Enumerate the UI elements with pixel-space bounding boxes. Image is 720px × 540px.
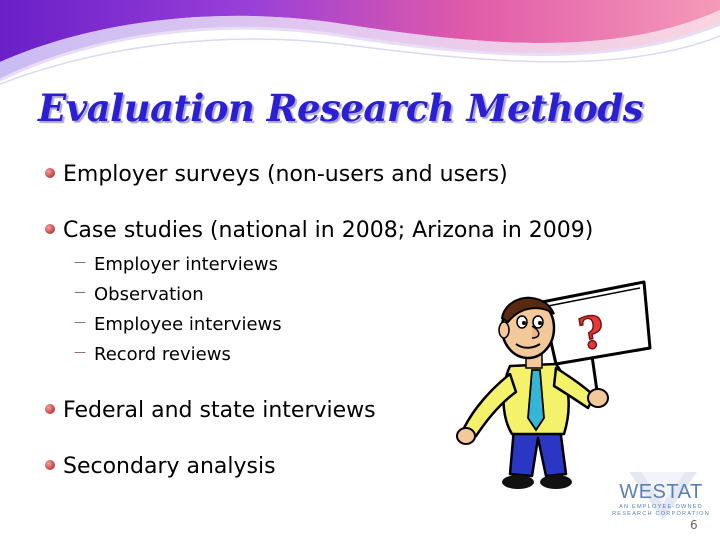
sub-bullet-item: [74, 286, 204, 304]
sub-bullet-text: Employee interviews: [94, 314, 282, 335]
dash-icon: —: [74, 345, 86, 359]
logo-wordmark: WESTAT: [619, 481, 703, 503]
page-number: 6: [690, 518, 698, 532]
sub-bullet-text: Observation: [94, 284, 204, 305]
westat-logo: [605, 472, 717, 522]
question-mark-glyph: ?: [574, 306, 609, 361]
sub-bullet-item: [74, 346, 231, 364]
round-bullet-icon: [45, 224, 55, 234]
sub-bullet-item: [74, 256, 278, 274]
logo-tagline-line-1: AN EMPLOYEE-OWNED: [619, 504, 703, 510]
slide-title: Evaluation Research Methods: [38, 86, 644, 130]
round-bullet-icon: [45, 460, 55, 470]
dash-icon: —: [74, 255, 86, 269]
bullet-item: [45, 456, 276, 478]
dash-icon: —: [74, 285, 86, 299]
bullet-text: Secondary analysis: [63, 454, 276, 479]
man-holding-question-sign-icon: [452, 278, 662, 498]
bullet-text: Case studies (national in 2008; Arizona in 2009): [63, 218, 594, 243]
sub-bullet-text: Record reviews: [94, 344, 231, 365]
sub-bullet-text: Employer interviews: [94, 254, 278, 275]
sub-bullet-item: [74, 316, 282, 334]
round-bullet-icon: [45, 168, 55, 178]
logo-tagline-line-2: RESEARCH CORPORATION: [612, 511, 710, 517]
bullet-text: Federal and state interviews: [63, 398, 376, 423]
wave-banner-decoration: [0, 0, 720, 90]
round-bullet-icon: [45, 404, 55, 414]
bullet-text: Employer surveys (non-users and users): [63, 162, 508, 187]
bullet-item: [45, 400, 376, 422]
dash-icon: —: [74, 315, 86, 329]
bullet-item: [45, 164, 508, 186]
bullet-item: [45, 220, 593, 242]
